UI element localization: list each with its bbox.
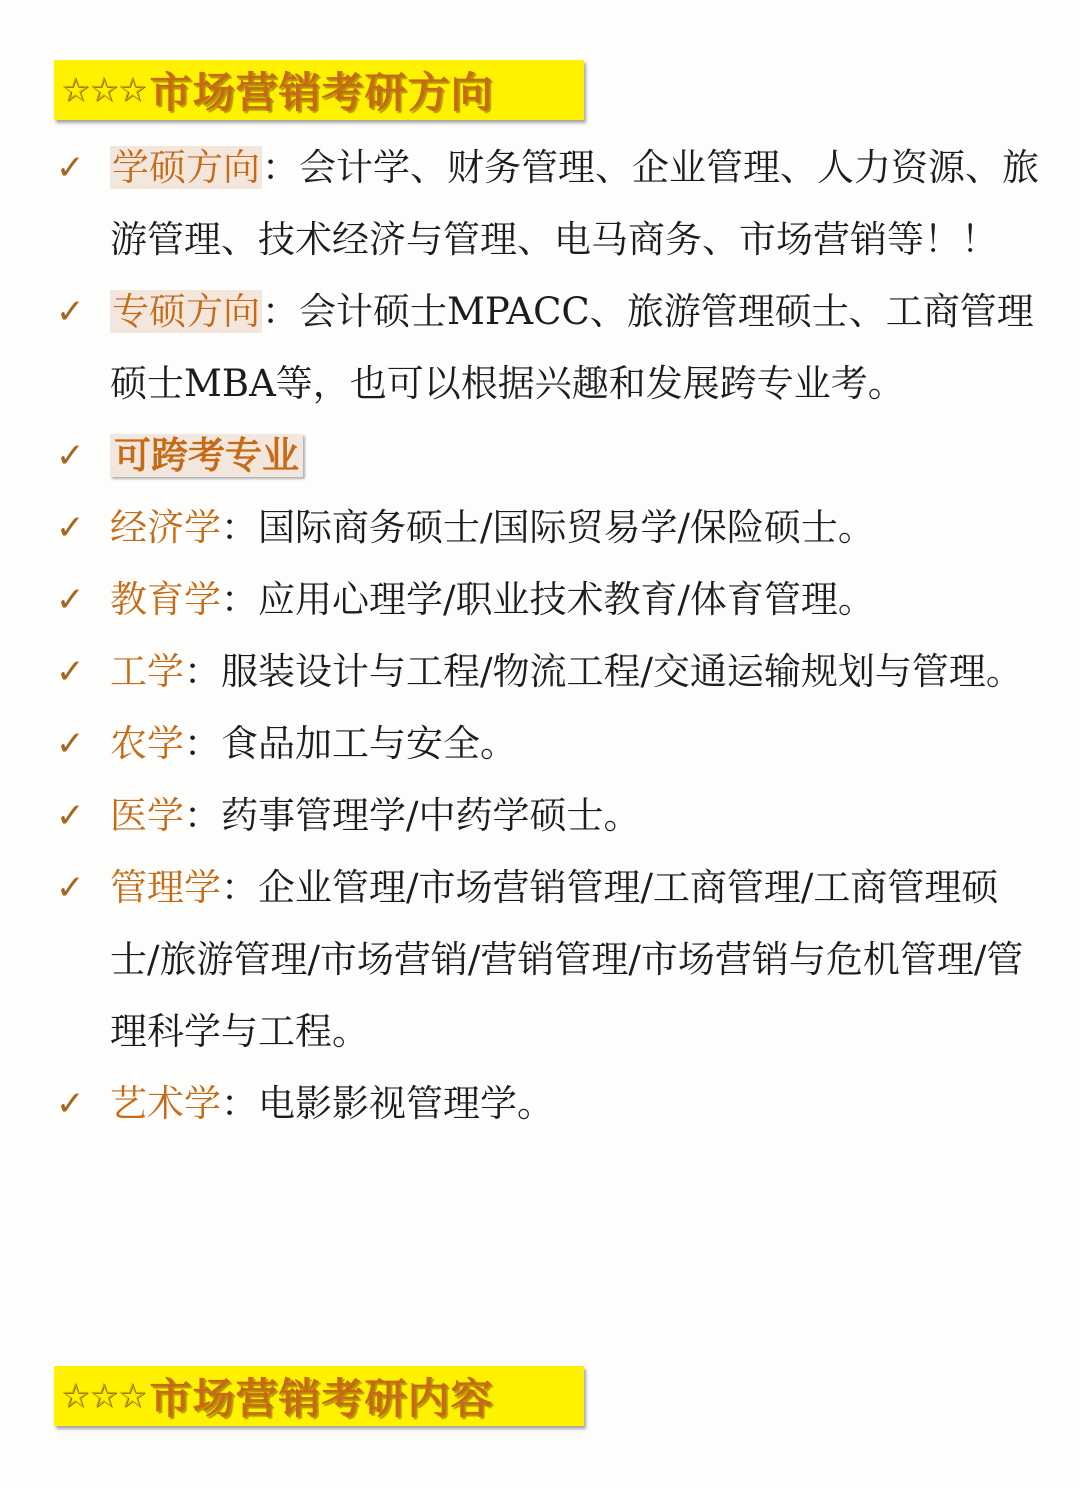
check-icon: ✓ <box>56 796 85 836</box>
item-content: 企业管理/市场营销管理/工商管理/工商管理硕士/旅游管理/市场营销/营销管理/市场营销与危机管理/管理科学与工程。 <box>110 866 1024 1053</box>
list-item <box>0 420 1080 492</box>
section-title: 市场营销考研内容 <box>149 1374 494 1423</box>
list-item: ✓ 医学：药事管理学/中药学硕士。 <box>0 780 1080 852</box>
list-item: ✓ 农学：食品加工与安全。 <box>0 708 1080 780</box>
check-icon: ✓ <box>56 508 85 548</box>
list-item: ✓ 工学：服装设计与工程/物流工程/交通运输规划与管理。 <box>0 636 1080 708</box>
list-item: ✓ 管理学：企业管理/市场营销管理/工商管理/工商管理硕士/旅游管理/市场营销/营销管理/市场营销与危机管理/管理科学与工程。 <box>0 852 1080 1068</box>
section-header-direction <box>54 60 584 120</box>
item-label: 艺术学 <box>110 1082 221 1125</box>
section-header-content <box>54 1366 584 1426</box>
list-item: ✓ 经济学：国际商务硕士/国际贸易学/保险硕士。 <box>0 492 1080 564</box>
item-content: 服装设计与工程/物流工程/交通运输规划与管理。 <box>221 650 1023 693</box>
check-icon: ✓ <box>56 1084 85 1124</box>
item-list <box>0 132 1080 1140</box>
item-content: 会计学、财务管理、企业管理、人力资源、旅游管理、技术经济与管理、电马商务、市场营销等！！ <box>110 146 1039 261</box>
list-item: ✓ 学硕方向：会计学、财务管理、企业管理、人力资源、旅游管理、技术经济与管理、电马商务、市场营销等！！ <box>0 132 1080 276</box>
item-content: 食品加工与安全。 <box>221 722 517 765</box>
check-icon: ✓ <box>56 292 85 332</box>
stars-icon: ☆☆☆ <box>60 1376 146 1416</box>
item-label: 医学 <box>110 794 184 837</box>
stars-icon: ☆☆☆ <box>60 70 146 110</box>
item-content: 药事管理学/中药学硕士。 <box>221 794 641 837</box>
item-label: 管理学 <box>110 866 221 909</box>
check-icon: ✓ <box>56 724 85 764</box>
item-label: 可跨考专业 <box>110 434 303 477</box>
list-item: ✓ 专硕方向：会计硕士MPACC、旅游管理硕士、工商管理硕士MBA等，也可以根据兴趣和发展跨专业考。 <box>0 276 1080 420</box>
item-content: 会计硕士MPACC、旅游管理硕士、工商管理硕士MBA等，也可以根据兴趣和发展跨专业考。 <box>110 290 1034 405</box>
item-label: 经济学 <box>110 506 221 549</box>
check-icon: ✓ <box>56 436 85 476</box>
section-title: 市场营销考研方向 <box>149 68 494 117</box>
item-content: 应用心理学/职业技术教育/体育管理。 <box>258 578 875 621</box>
item-label: 教育学 <box>110 578 221 621</box>
check-icon: ✓ <box>56 868 85 908</box>
check-icon: ✓ <box>56 652 85 692</box>
item-label: 农学 <box>110 722 184 765</box>
item-label: 学硕方向 <box>112 146 260 189</box>
item-content: 国际商务硕士/国际贸易学/保险硕士。 <box>258 506 875 549</box>
check-icon: ✓ <box>56 580 85 620</box>
check-icon: ✓ <box>56 148 85 188</box>
list-item: ✓ 教育学：应用心理学/职业技术教育/体育管理。 <box>0 564 1080 636</box>
list-item: ✓ 艺术学：电影影视管理学。 <box>0 1068 1080 1140</box>
item-content: 电影影视管理学。 <box>258 1082 554 1125</box>
item-label: 工学 <box>110 650 184 693</box>
item-label: 专硕方向 <box>112 290 260 333</box>
